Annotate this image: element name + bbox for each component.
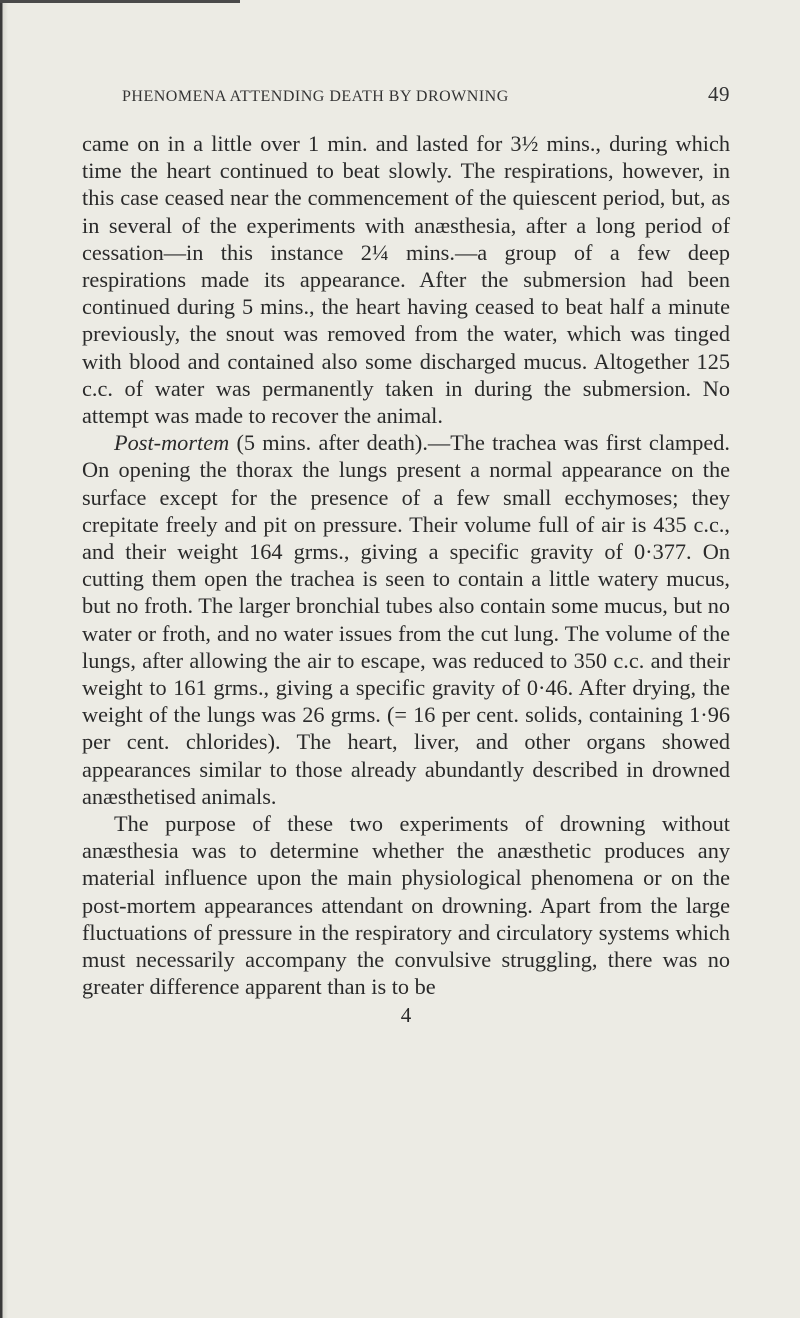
page-binding-edge bbox=[0, 0, 8, 1318]
paragraph-3-text: The purpose of these two experiments of drowning without anæsthesia was to determine whether the anæsthetic produces any material influence upon the main physiological phenomena or on the post-mortem appearances attendant on drowning. Apart from the large fluctuations of pressure in the respiratory and circulatory systems which must necessarily accompany the convulsive struggling, there was no greater difference apparent than is to be bbox=[82, 811, 730, 1000]
paragraph-post-mortem bbox=[82, 429, 730, 810]
body-text bbox=[82, 130, 730, 1001]
running-head bbox=[82, 82, 730, 112]
running-head-title: PHENOMENA ATTENDING DEATH BY DROWNING bbox=[122, 88, 509, 105]
signature-mark: 4 bbox=[400, 1002, 412, 1027]
paragraph-1-text: came on in a little over 1 min. and lasted for 3½ mins., during which time the heart continued to beat slowly. The respirations, however, in this case ceased near the commencement of the quiescent period, but, as in several of the experiments with anæsthesia, after a long period of cessation—in this instance 2¼ mins.—a group of a few deep respirations made its appearance. After the submersion had been continued during 5 mins., the heart having ceased to beat half a minute previously, the snout was removed from the water, which was tinged with blood and contained also some discharged mucus. Altogether 125 c.c. of water was permanently taken in during the submersion. No attempt was made to recover the animal. bbox=[82, 131, 730, 429]
page-number: 49 bbox=[708, 82, 730, 106]
book-page bbox=[82, 82, 730, 1028]
paragraph-purpose bbox=[82, 810, 730, 1000]
paragraph-continued bbox=[82, 130, 730, 429]
page-top-edge bbox=[0, 0, 240, 3]
paragraph-2-text: (5 mins. after death).—The trachea was first clamped. On opening the thorax the lungs present a normal appearance on the surface except for the presence of a few small ecchymoses; they crepitate freely and pit on pressure. Their volume full of air is 435 c.c., and their weight 164 grms., giving a specific gravity of 0·377. On cutting them open the trachea is seen to contain a little watery mucus, but no froth. The larger bronchial tubes also contain some mucus, but no water or froth, and no water issues from the cut lung. The volume of the lungs, after allowing the air to escape, was reduced to 350 c.c. and their weight to 161 grms., giving a specific gravity of 0·46. After drying, the weight of the lungs was 26 grms. (= 16 per cent. solids, containing 1·96 per cent. chlorides). The heart, liver, and other organs showed appearances similar to those already abundantly described in drowned anæsthetised animals. bbox=[82, 430, 730, 809]
paragraph-2-lead: Post-mortem bbox=[114, 430, 230, 456]
